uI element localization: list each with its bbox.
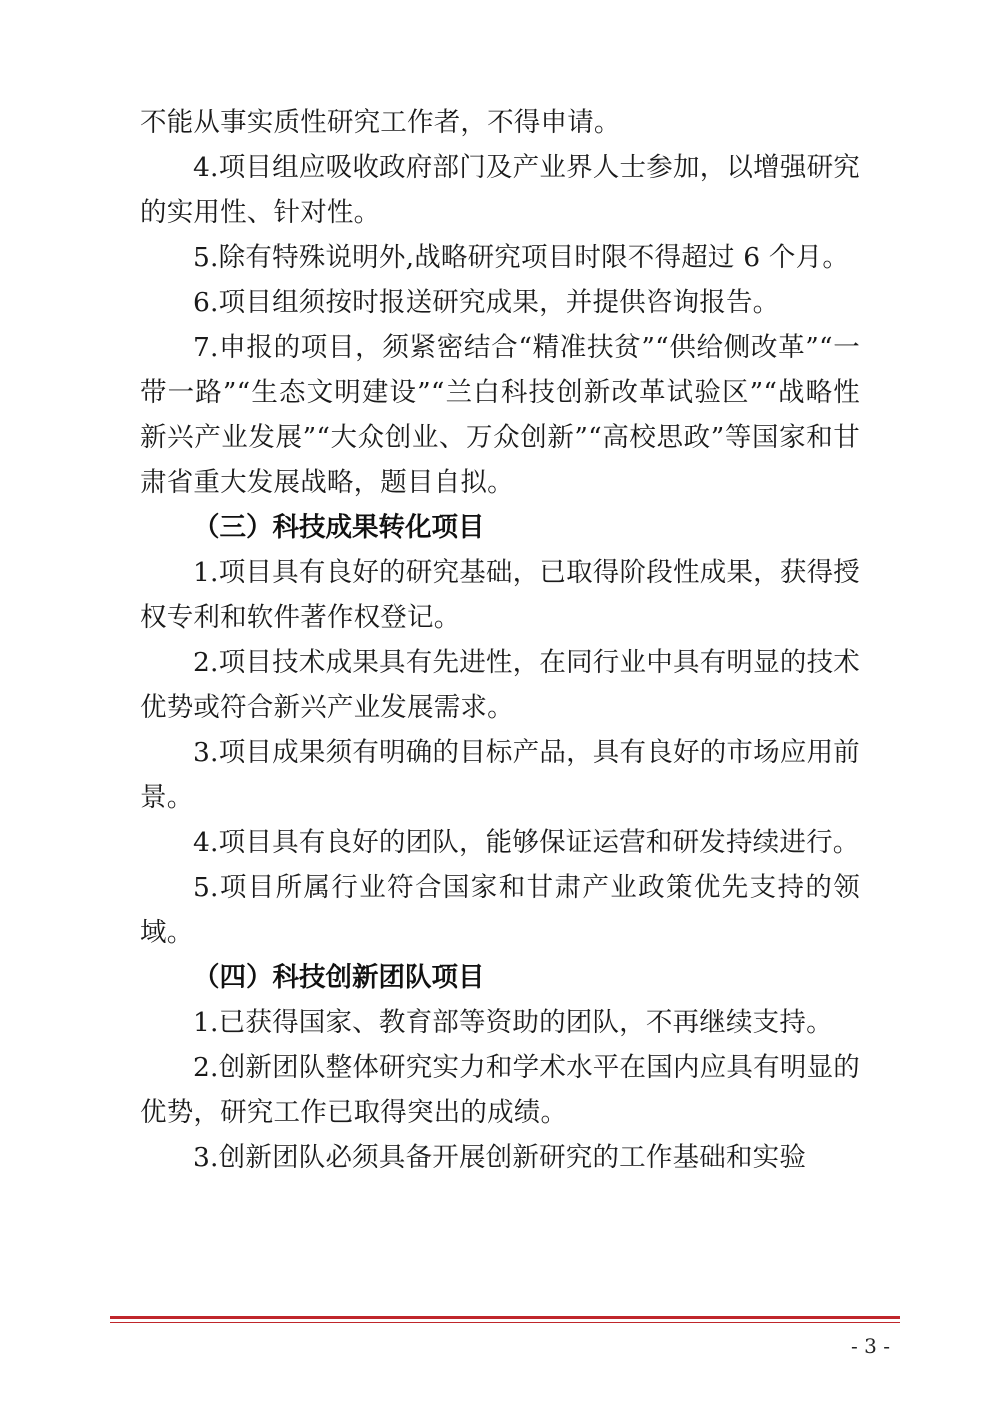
footer-divider (110, 1316, 900, 1323)
paragraph: 1.已获得国家、教育部等资助的团队，不再继续支持。 (193, 1007, 833, 1038)
paragraph: 2.创新团队整体研究实力和学术水平在国内应具有明显的优势，研究工作已取得突出的成绩。 (140, 1052, 860, 1128)
section-heading: （四）科技创新团队项目 (193, 962, 485, 993)
paragraph: 1.项目具有良好的研究基础，已取得阶段性成果，获得授权专利和软件著作权登记。 (140, 557, 860, 633)
document-body (140, 100, 860, 1180)
footer-rule-thick (110, 1316, 900, 1319)
paragraph: 不能从事实质性研究工作者，不得申请。 (140, 107, 621, 138)
paragraph: 3.项目成果须有明确的目标产品，具有良好的市场应用前景。 (140, 737, 860, 813)
paragraph: 5.项目所属行业符合国家和甘肃产业政策优先支持的领域。 (140, 872, 860, 948)
footer-rule-thin (110, 1322, 900, 1323)
paragraph: 3.创新团队必须具备开展创新研究的工作基础和实验 (193, 1142, 807, 1173)
paragraph: 6.项目组须按时报送研究成果，并提供咨询报告。 (193, 287, 780, 318)
paragraph: 5.除有特殊说明外,战略研究项目时限不得超过 6 个月。 (193, 242, 850, 273)
page-number: - 3 - (851, 1334, 890, 1358)
paragraph: 4.项目具有良好的团队，能够保证运营和研发持续进行。 (193, 827, 860, 858)
paragraph: 2.项目技术成果具有先进性，在同行业中具有明显的技术优势或符合新兴产业发展需求。 (140, 647, 860, 723)
paragraph: 4.项目组应吸收政府部门及产业界人士参加，以增强研究的实用性、针对性。 (140, 152, 860, 228)
paragraph: 7.申报的项目，须紧密结合“精准扶贫”“供给侧改革”“一带一路”“生态文明建设”“兰白科技创新改革试验区”“战略性新兴产业发展”“大众创业、万众创新”“高校思政”等国家和甘肃省重大发展战略，题目自拟。 (140, 332, 860, 498)
section-heading: （三）科技成果转化项目 (193, 512, 485, 543)
